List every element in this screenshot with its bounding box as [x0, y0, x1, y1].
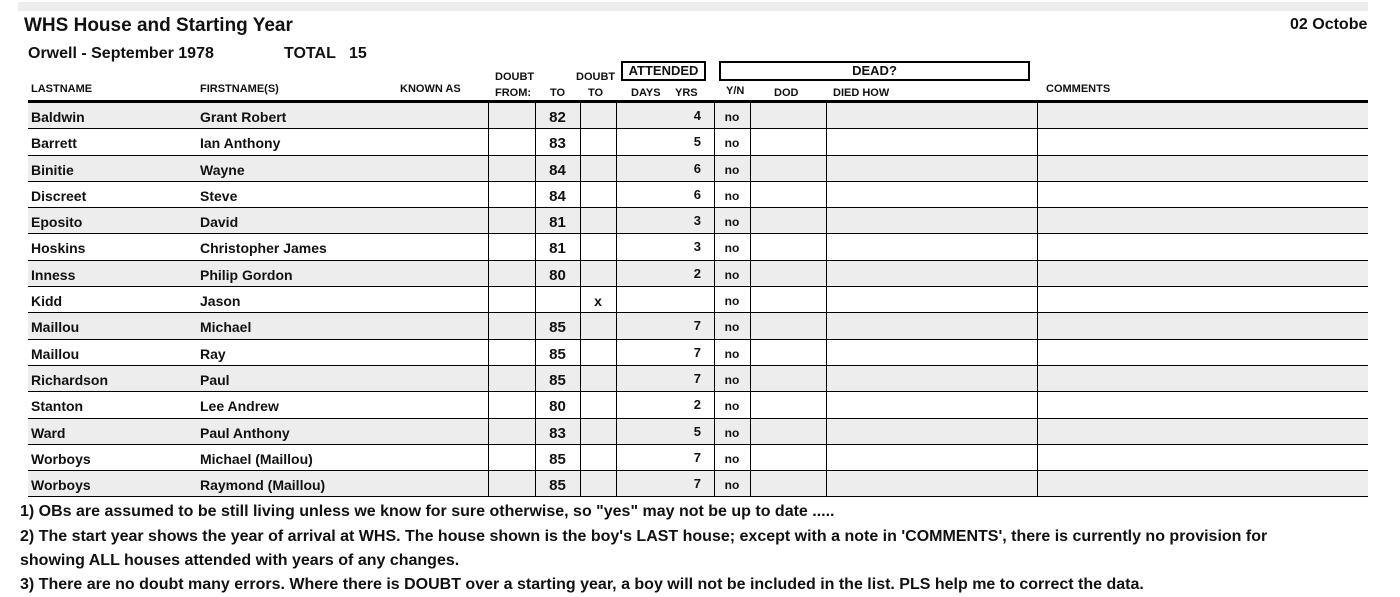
note-1: 1) OBs are assumed to be still living unless we know for sure otherwise, so "yes" may not be up to date ..... [20, 503, 835, 520]
column-divider [826, 234, 827, 259]
total-value: 15 [349, 45, 367, 62]
column-divider [488, 234, 489, 259]
lastname-cell: Worboys [31, 450, 91, 467]
dead-yn-cell: no [724, 372, 740, 387]
table-row [28, 445, 1368, 471]
column-divider [488, 103, 489, 128]
data-table [28, 103, 1368, 497]
column-divider [488, 261, 489, 286]
column-divider [826, 366, 827, 391]
report-date: 02 Octobe [1290, 16, 1368, 33]
firstname-cell: Philip Gordon [200, 266, 293, 283]
column-header-doubt-to-top: DOUBT [576, 71, 616, 83]
doubt-to-cell: x [594, 293, 602, 310]
column-header-died-how: DIED HOW [833, 87, 890, 99]
years-attended-cell: 3 [693, 213, 701, 229]
dead-yn-cell: no [724, 241, 740, 256]
lastname-cell: Worboys [31, 477, 91, 494]
firstname-cell: Steve [200, 187, 238, 204]
note-3: 3) There are no doubt many errors. Where there is DOUBT over a starting year, a boy will not be included in the list. PLS help me to correct the data. [20, 576, 1144, 593]
column-divider [1037, 366, 1038, 391]
firstname-cell: Michael [200, 319, 252, 336]
table-row [28, 103, 1368, 129]
lastname-cell: Ward [31, 424, 66, 441]
column-divider [750, 156, 751, 181]
column-divider [826, 471, 827, 496]
start-year-cell: 85 [549, 345, 566, 363]
years-attended-cell: 7 [693, 344, 701, 360]
start-year-cell: 85 [549, 477, 566, 495]
column-header-attended: ATTENDED [628, 63, 699, 78]
years-attended-cell: 2 [693, 397, 701, 413]
column-divider [1037, 392, 1038, 417]
column-divider [1037, 471, 1038, 496]
column-divider [1037, 103, 1038, 128]
column-divider [488, 471, 489, 496]
firstname-cell: Jason [200, 293, 241, 310]
lastname-cell: Inness [31, 266, 76, 283]
column-divider [488, 287, 489, 312]
dead-header-box [719, 61, 1030, 81]
table-row [28, 419, 1368, 445]
dead-yn-cell: no [724, 136, 740, 151]
column-divider [1037, 129, 1038, 154]
lastname-cell: Discreet [31, 187, 87, 204]
column-divider [1037, 208, 1038, 233]
years-attended-cell: 5 [693, 423, 701, 439]
column-divider [488, 313, 489, 338]
column-divider [488, 419, 489, 444]
column-divider [750, 129, 751, 154]
total-label: TOTAL [284, 45, 336, 62]
start-year-cell: 85 [549, 450, 566, 468]
column-divider [750, 366, 751, 391]
years-attended-cell: 7 [693, 449, 701, 465]
column-divider [826, 392, 827, 417]
start-year-cell: 80 [549, 398, 566, 416]
start-year-cell: 81 [549, 240, 566, 258]
lastname-cell: Maillou [31, 319, 80, 336]
firstname-cell: David [200, 214, 239, 231]
column-header-yn: Y/N [726, 85, 745, 94]
column-divider [826, 156, 827, 181]
start-year-cell: 83 [549, 424, 566, 442]
lastname-cell: Eposito [31, 214, 83, 231]
table-row [28, 182, 1368, 208]
firstname-cell: Paul Anthony [200, 424, 290, 441]
table-row [28, 208, 1368, 234]
lastname-cell: Maillou [31, 345, 80, 362]
start-year-cell: 84 [549, 161, 566, 179]
column-divider [826, 313, 827, 338]
firstname-cell: Ian Anthony [200, 135, 281, 152]
years-attended-cell: 6 [693, 186, 701, 202]
firstname-cell: Paul [200, 371, 230, 388]
start-year-cell: 83 [549, 135, 566, 153]
column-header-firstnames: FIRSTNAME(S) [200, 83, 279, 95]
column-divider [488, 445, 489, 470]
years-attended-cell: 5 [693, 134, 701, 150]
firstname-cell: Michael (Maillou) [200, 450, 313, 467]
column-header-doubt-to-bottom: TO [588, 87, 604, 99]
column-divider [750, 340, 751, 365]
lastname-cell: Barrett [31, 135, 77, 152]
start-year-cell: 85 [549, 319, 566, 337]
table-row [28, 261, 1368, 287]
dead-yn-cell: no [724, 320, 740, 335]
firstname-cell: Ray [200, 345, 226, 362]
years-attended-cell: 7 [693, 370, 701, 386]
column-header-yrs: YRS [675, 87, 698, 99]
column-divider [826, 419, 827, 444]
column-divider [488, 156, 489, 181]
start-year-cell: 80 [549, 266, 566, 284]
column-divider [1037, 261, 1038, 286]
dead-yn-cell: no [724, 399, 740, 414]
column-divider [826, 103, 827, 128]
table-row [28, 129, 1368, 155]
table-row [28, 234, 1368, 260]
column-divider [750, 392, 751, 417]
column-header-days: DAYS [631, 87, 661, 99]
column-header-lastname: LASTNAME [31, 83, 93, 95]
column-header-dead: DEAD? [852, 63, 897, 78]
column-divider [488, 392, 489, 417]
column-divider [488, 340, 489, 365]
column-divider [750, 261, 751, 286]
column-divider [1037, 313, 1038, 338]
table-row [28, 287, 1368, 313]
start-year-cell: 85 [549, 371, 566, 389]
column-divider [1037, 156, 1038, 181]
firstname-cell: Christopher James [200, 240, 327, 257]
column-divider [750, 182, 751, 207]
column-divider [826, 340, 827, 365]
column-divider [488, 366, 489, 391]
column-header-known-as: KNOWN AS [400, 83, 461, 95]
column-divider [488, 208, 489, 233]
table-row [28, 156, 1368, 182]
column-divider [1037, 340, 1038, 365]
column-divider [1037, 182, 1038, 207]
column-divider [1037, 445, 1038, 470]
column-divider [826, 208, 827, 233]
lastname-cell: Binitie [31, 161, 74, 178]
column-divider [1037, 419, 1038, 444]
table-row [28, 366, 1368, 392]
note-2-continued: showing ALL houses attended with years of any changes. [20, 552, 460, 569]
column-divider [750, 445, 751, 470]
note-2: 2) The start year shows the year of arrival at WHS. The house shown is the boy's LAST house; except with a note in 'COMMENTS', there is currently no provision for [20, 528, 1268, 545]
lastname-cell: Kidd [31, 293, 63, 310]
firstname-cell: Wayne [200, 161, 245, 178]
lastname-cell: Hoskins [31, 240, 86, 257]
dead-yn-cell: no [724, 425, 740, 440]
years-attended-cell: 4 [693, 108, 701, 123]
column-divider [750, 313, 751, 338]
lastname-cell: Richardson [31, 371, 109, 388]
table-row [28, 313, 1368, 339]
years-attended-cell: 7 [693, 476, 701, 492]
column-divider [488, 129, 489, 154]
column-divider [750, 208, 751, 233]
page-title: WHS House and Starting Year [24, 15, 293, 36]
column-header-to: TO [550, 87, 566, 99]
start-year-cell: 84 [549, 187, 566, 205]
column-divider [750, 287, 751, 312]
table-row [28, 340, 1368, 366]
firstname-cell: Grant Robert [200, 109, 287, 125]
attended-header-box [621, 61, 706, 81]
doubt-to-cell [580, 477, 616, 502]
house-subtitle: Orwell - September 1978 [28, 45, 214, 62]
column-divider [750, 234, 751, 259]
column-divider [826, 182, 827, 207]
years-attended-cell: 3 [693, 239, 701, 255]
column-divider [750, 103, 751, 128]
dead-yn-cell: no [724, 478, 740, 493]
table-row [28, 392, 1368, 418]
column-divider [826, 287, 827, 312]
dead-yn-cell: no [724, 162, 740, 177]
column-divider [826, 261, 827, 286]
column-header-comments: COMMENTS [1046, 83, 1111, 95]
dead-yn-cell: no [724, 451, 740, 466]
dead-yn-cell: no [724, 188, 740, 203]
start-year-cell: 81 [549, 214, 566, 232]
column-divider [1037, 287, 1038, 312]
column-divider [826, 445, 827, 470]
dead-yn-cell: no [724, 110, 740, 124]
column-divider [750, 471, 751, 496]
years-attended-cell: 6 [693, 160, 701, 176]
column-header-doubt-from-top: DOUBT [495, 71, 535, 83]
dead-yn-cell: no [724, 267, 740, 282]
dead-yn-cell: no [724, 346, 740, 361]
column-divider [488, 182, 489, 207]
table-row [28, 471, 1368, 497]
firstname-cell: Lee Andrew [200, 398, 279, 415]
dead-yn-cell: no [724, 294, 740, 309]
years-attended-cell: 7 [693, 318, 701, 334]
column-header-dod: DOD [774, 87, 799, 99]
top-band [18, 2, 1368, 11]
column-divider [1037, 234, 1038, 259]
dead-yn-cell: no [724, 215, 740, 230]
start-year-cell: 82 [549, 109, 566, 126]
lastname-cell: Baldwin [31, 109, 85, 125]
column-divider [750, 419, 751, 444]
column-divider [826, 129, 827, 154]
years-attended-cell: 2 [693, 265, 701, 281]
lastname-cell: Stanton [31, 398, 84, 415]
firstname-cell: Raymond (Maillou) [200, 477, 326, 494]
column-header-doubt-from-bottom: FROM: [495, 87, 532, 99]
